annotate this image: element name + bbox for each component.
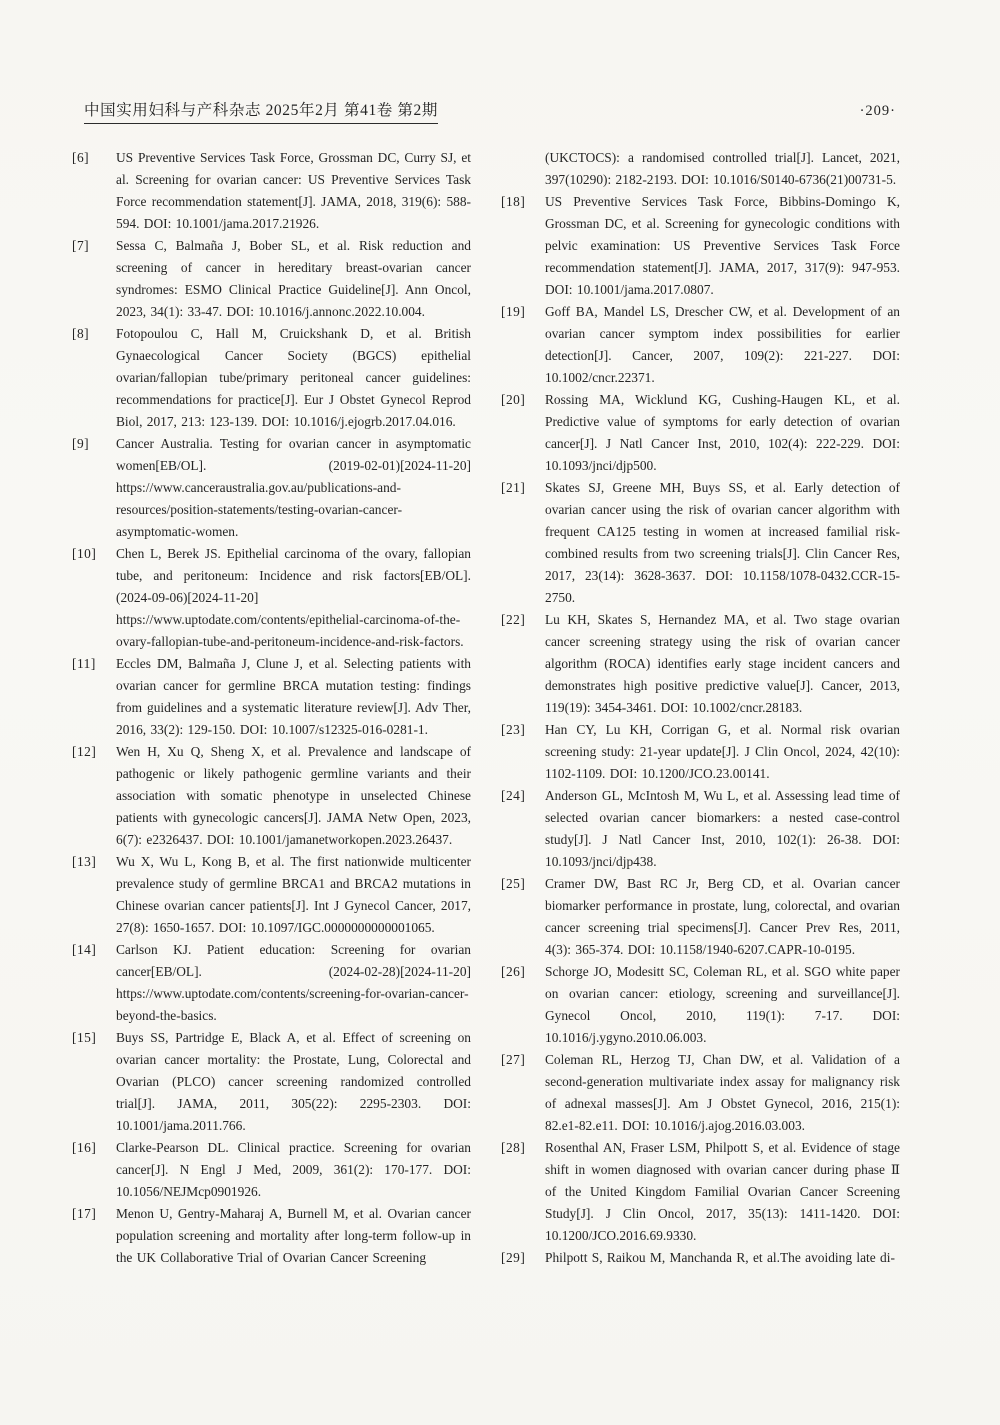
reference-number: [19] (501, 304, 526, 319)
reference-entry (501, 785, 900, 873)
reference-number (501, 147, 545, 191)
reference-number: [27] (501, 1052, 526, 1067)
reference-entry (501, 961, 900, 1049)
reference-text: Skates SJ, Greene MH, Buys SS, et al. Early detection of ovarian cancer using the risk of ovarian cancer algorithm with frequent CA125 testing in women at increased familial risk-combined results from two screening trials[J]. Clin Cancer Res, 2017, 23(14): 3628-3637. DOI: 10.1158/1078-0432.CCR-15-2750. (545, 480, 900, 605)
reference-text: Eccles DM, Balmaña J, Clune J, et al. Selecting patients with ovarian cancer for germline BRCA mutation testing: findings from guidelines and a systematic literature review[J]. Adv Ther, 2016, 33(2): 129-150. DOI: 10.1007/s12325-016-0281-1. (116, 656, 471, 737)
reference-text: Wen H, Xu Q, Sheng X, et al. Prevalence and landscape of pathogenic or likely pathogenic germline variants and their association with somatic phenotype in unselected Chinese patients with gynecologic cancers[J]. JAMA Netw Open, 2023, 6(7): e2326437. DOI: 10.1001/jamanetworkopen.2023.26437. (116, 744, 471, 847)
reference-entry (72, 741, 471, 851)
left-column (72, 147, 471, 1269)
reference-number: [29] (501, 1250, 526, 1265)
reference-entry (72, 433, 471, 543)
reference-entry (72, 323, 471, 433)
reference-entry (72, 1203, 471, 1269)
reference-entry (501, 1247, 900, 1269)
reference-text: Rossing MA, Wicklund KG, Cushing-Haugen KL, et al. Predictive value of symptoms for early detection of ovarian cancer[J]. J Natl Cancer Inst, 2010, 102(4): 222-229. DOI: 10.1093/jnci/djp500. (545, 392, 900, 473)
reference-text: Fotopoulou C, Hall M, Cruickshank D, et al. British Gynaecological Cancer Society (BGCS) epithelial ovarian/fallopian tube/primary peritoneal cancer guidelines: recommendations for practice[J]. Eur J Obstet Gynecol Reprod Biol, 2017, 213: 123-139. DOI: 10.1016/j.ejogrb.2017.04.016. (116, 326, 471, 429)
reference-number: [15] (72, 1030, 97, 1045)
reference-number: [8] (72, 326, 90, 341)
reference-entry (72, 147, 471, 235)
reference-text: Han CY, Lu KH, Corrigan G, et al. Normal risk ovarian screening study: 21-year update[J]. J Clin Oncol, 2024, 42(10): 1102-1109. DOI: 10.1200/JCO.23.00141. (545, 722, 900, 781)
reference-text: Cramer DW, Bast RC Jr, Berg CD, et al. Ovarian cancer biomarker performance in prostate, lung, colorectal, and ovarian cancer screening trial specimens[J]. Cancer Prev Res, 2011, 4(3): 365-374. DOI: 10.1158/1940-6207.CAPR-10-0195. (545, 876, 900, 957)
reference-text: Anderson GL, McIntosh M, Wu L, et al. Assessing lead time of selected ovarian cancer biomarkers: a nested case-control study[J]. J Natl Cancer Inst, 2010, 102(1): 26-38. DOI: 10.1093/jnci/djp438. (545, 788, 900, 869)
reference-entry (72, 235, 471, 323)
reference-entry (501, 191, 900, 301)
reference-number: [24] (501, 788, 526, 803)
reference-text: (UKCTOCS): a randomised controlled trial[J]. Lancet, 2021, 397(10290): 2182-2193. DOI: 10.1016/S0140-6736(21)00731-5. (545, 150, 900, 187)
reference-entry (501, 609, 900, 719)
reference-number: [17] (72, 1206, 97, 1221)
reference-number: [14] (72, 942, 97, 957)
reference-text: Chen L, Berek JS. Epithelial carcinoma of the ovary, fallopian tube, and peritoneum: Incidence and risk factors[EB/OL]. (2024-09-06)[2024-11-20] https://www.uptodate.com/contents/epithelial-carcinoma-of-the-ovary-fallopian-tube-and-peritoneum-incidence-and-risk-factors. (116, 546, 471, 649)
reference-number: [10] (72, 546, 97, 561)
reference-number: [9] (72, 436, 90, 451)
reference-entry (501, 719, 900, 785)
reference-text: Wu X, Wu L, Kong B, et al. The first nationwide multicenter prevalence study of germline BRCA1 and BRCA2 mutations in Chinese ovarian cancer patients[J]. Int J Gynecol Cancer, 2017, 27(8): 1650-1657. DOI: 10.1097/IGC.0000000000001065. (116, 854, 471, 935)
reference-text: Rosenthal AN, Fraser LSM, Philpott S, et al. Evidence of stage shift in women diagnosed with ovarian cancer during phase Ⅱ of the United Kingdom Familial Ovarian Cancer Screening Study[J]. J Clin Oncol, 2017, 35(13): 1411-1420. DOI: 10.1200/JCO.2016.69.9330. (545, 1140, 900, 1243)
reference-text: Schorge JO, Modesitt SC, Coleman RL, et al. SGO white paper on ovarian cancer: etiology, screening and surveillance[J]. Gynecol Oncol, 2010, 119(1): 7-17. DOI: 10.1016/j.ygyno.2010.06.003. (545, 964, 900, 1045)
reference-text: Lu KH, Skates S, Hernandez MA, et al. Two stage ovarian cancer screening strategy using the risk of ovarian cancer algorithm (ROCA) identifies early stage incident cancers and demonstrates high positive predictive value[J]. Cancer, 2013, 119(19): 3454-3461. DOI: 10.1002/cncr.28183. (545, 612, 900, 715)
reference-text: Menon U, Gentry-Maharaj A, Burnell M, et al. Ovarian cancer population screening and mortality after long-term follow-up in the UK Collaborative Trial of Ovarian Cancer Screening (116, 1206, 471, 1265)
reference-entry (501, 301, 900, 389)
reference-entry (72, 1027, 471, 1137)
reference-entry-continuation (501, 147, 900, 191)
reference-number: [25] (501, 876, 526, 891)
reference-entry (72, 543, 471, 653)
reference-entry (501, 1049, 900, 1137)
page-header (84, 98, 896, 124)
reference-entry (501, 1137, 900, 1247)
reference-number: [18] (501, 194, 526, 209)
journal-title-line: 中国实用妇科与产科杂志 2025年2月 第41卷 第2期 (84, 98, 438, 124)
references-section (72, 147, 900, 1269)
reference-number: [23] (501, 722, 526, 737)
page-number: ·209· (859, 103, 896, 119)
reference-text: Clarke-Pearson DL. Clinical practice. Screening for ovarian cancer[J]. N Engl J Med, 2009, 361(2): 170-177. DOI: 10.1056/NEJMcp0901926. (116, 1140, 471, 1199)
reference-entry (501, 873, 900, 961)
reference-entry (72, 1137, 471, 1203)
reference-number: [6] (72, 150, 90, 165)
reference-number: [20] (501, 392, 526, 407)
reference-number: [13] (72, 854, 97, 869)
reference-entry (72, 939, 471, 1027)
reference-number: [11] (72, 656, 96, 671)
reference-number: [16] (72, 1140, 97, 1155)
reference-text: Goff BA, Mandel LS, Drescher CW, et al. Development of an ovarian cancer symptom index possibilities for earlier detection[J]. Cancer, 2007, 109(2): 221-227. DOI: 10.1002/cncr.22371. (545, 304, 900, 385)
right-column (501, 147, 900, 1269)
reference-text: Coleman RL, Herzog TJ, Chan DW, et al. Validation of a second-generation multivariate index assay for malignancy risk of adnexal masses[J]. Am J Obstet Gynecol, 2016, 215(1): 82.e1-82.e11. DOI: 10.1016/j.ajog.2016.03.003. (545, 1052, 900, 1133)
reference-entry (501, 477, 900, 609)
reference-text: US Preventive Services Task Force, Grossman DC, Curry SJ, et al. Screening for ovarian cancer: US Preventive Services Task Force recommendation statement[J]. JAMA, 2018, 319(6): 588-594. DOI: 10.1001/jama.2017.21926. (116, 150, 471, 231)
reference-number: [7] (72, 238, 90, 253)
reference-text: Sessa C, Balmaña J, Bober SL, et al. Risk reduction and screening of cancer in hereditary breast-ovarian cancer syndromes: ESMO Clinical Practice Guideline[J]. Ann Oncol, 2023, 34(1): 33-47. DOI: 10.1016/j.annonc.2022.10.004. (116, 238, 471, 319)
reference-entry (72, 653, 471, 741)
reference-entry (501, 389, 900, 477)
reference-entry (72, 851, 471, 939)
reference-text: Philpott S, Raikou M, Manchanda R, et al.The avoiding late di- (545, 1250, 895, 1265)
reference-text: US Preventive Services Task Force, Bibbins-Domingo K, Grossman DC, et al. Screening for gynecologic conditions with pelvic examination: US Preventive Services Task Force recommendation statement[J]. JAMA, 2017, 317(9): 947-953. DOI: 10.1001/jama.2017.0807. (545, 194, 900, 297)
reference-number: [12] (72, 744, 97, 759)
reference-number: [26] (501, 964, 526, 979)
reference-text: Cancer Australia. Testing for ovarian cancer in asymptomatic women[EB/OL]. (2019-02-01)[2024-11-20] https://www.canceraustralia.gov.au/publications-and-resources/position-statements/testing-ovarian-cancer-asymptomatic-women. (116, 436, 471, 539)
reference-text: Buys SS, Partridge E, Black A, et al. Effect of screening on ovarian cancer mortality: the Prostate, Lung, Colorectal and Ovarian (PLCO) cancer screening randomized controlled trial[J]. JAMA, 2011, 305(22): 2295-2303. DOI: 10.1001/jama.2011.766. (116, 1030, 471, 1133)
reference-text: Carlson KJ. Patient education: Screening for ovarian cancer[EB/OL]. (2024-02-28)[2024-11-20] https://www.uptodate.com/contents/screening-for-ovarian-cancer-beyond-the-basics. (116, 942, 471, 1023)
reference-number: [28] (501, 1140, 526, 1155)
reference-number: [21] (501, 480, 526, 495)
reference-number: [22] (501, 612, 526, 627)
